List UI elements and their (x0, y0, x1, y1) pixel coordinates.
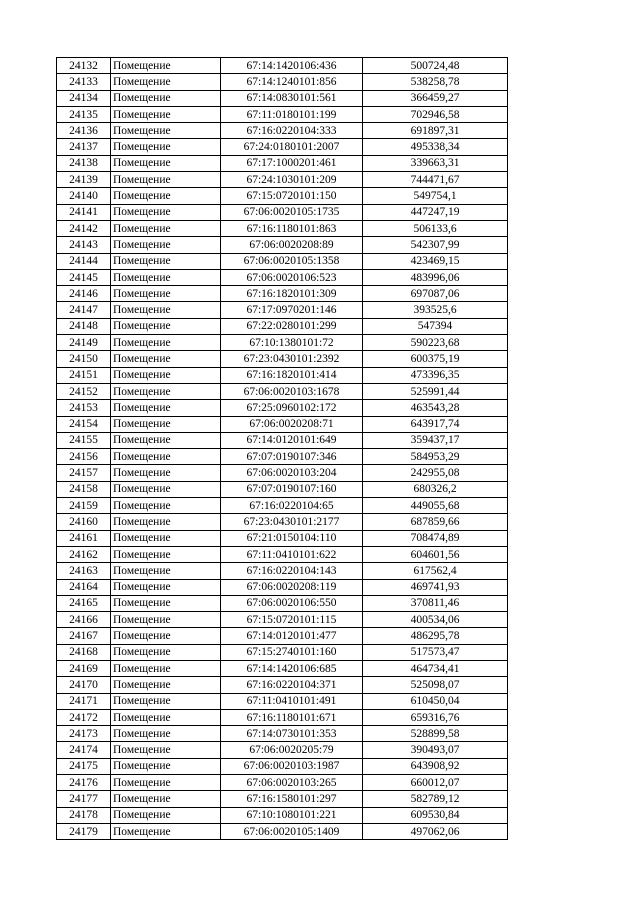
object-type-cell: Помещение (111, 449, 221, 465)
cadastral-value-cell: 547394 (363, 318, 508, 334)
cadastral-value-cell: 660012,07 (363, 775, 508, 791)
table-row (57, 106, 508, 122)
cadastral-number-cell: 67:16:1820101:309 (221, 286, 363, 302)
object-type-cell: Помещение (111, 139, 221, 155)
cadastral-value-cell: 697087,06 (363, 286, 508, 302)
row-number-cell: 24173 (57, 726, 111, 742)
table-row (57, 318, 508, 334)
cadastral-number-cell: 67:15:0720101:115 (221, 612, 363, 628)
object-type-cell: Помещение (111, 237, 221, 253)
object-type-cell: Помещение (111, 400, 221, 416)
table-row (57, 367, 508, 383)
object-type-cell: Помещение (111, 612, 221, 628)
row-number-cell: 24155 (57, 432, 111, 448)
row-number-cell: 24140 (57, 188, 111, 204)
cadastral-value-cell: 449055,68 (363, 498, 508, 514)
cadastral-number-cell: 67:16:0220104:65 (221, 498, 363, 514)
cadastral-value-cell: 744471,67 (363, 172, 508, 188)
row-number-cell: 24154 (57, 416, 111, 432)
object-type-cell: Помещение (111, 253, 221, 269)
object-type-cell: Помещение (111, 498, 221, 514)
cadastral-number-cell: 67:11:0410101:622 (221, 546, 363, 562)
cadastral-number-cell: 67:14:0120101:649 (221, 432, 363, 448)
cadastral-number-cell: 67:14:1420106:436 (221, 58, 363, 74)
row-number-cell: 24132 (57, 58, 111, 74)
cadastral-value-cell: 400534,06 (363, 612, 508, 628)
cadastral-number-cell: 67:11:0410101:491 (221, 693, 363, 709)
object-type-cell: Помещение (111, 775, 221, 791)
row-number-cell: 24150 (57, 351, 111, 367)
row-number-cell: 24176 (57, 775, 111, 791)
cadastral-number-cell: 67:23:0430101:2177 (221, 514, 363, 530)
row-number-cell: 24146 (57, 286, 111, 302)
table-row (57, 220, 508, 236)
table-row (57, 449, 508, 465)
object-type-cell: Помещение (111, 123, 221, 139)
cadastral-number-cell: 67:07:0190107:160 (221, 481, 363, 497)
row-number-cell: 24166 (57, 612, 111, 628)
object-type-cell: Помещение (111, 709, 221, 725)
row-number-cell: 24163 (57, 563, 111, 579)
table-row (57, 498, 508, 514)
cadastral-value-cell: 617562,4 (363, 563, 508, 579)
table-row (57, 758, 508, 774)
row-number-cell: 24174 (57, 742, 111, 758)
row-number-cell: 24170 (57, 677, 111, 693)
cadastral-number-cell: 67:23:0430101:2392 (221, 351, 363, 367)
cadastral-number-cell: 67:16:1180101:671 (221, 709, 363, 725)
cadastral-number-cell: 67:06:0020105:1358 (221, 253, 363, 269)
row-number-cell: 24168 (57, 644, 111, 660)
object-type-cell: Помещение (111, 155, 221, 171)
row-number-cell: 24149 (57, 335, 111, 351)
cadastral-value-cell: 500724,48 (363, 58, 508, 74)
cadastral-value-cell: 464734,41 (363, 660, 508, 676)
table-row (57, 253, 508, 269)
cadastral-number-cell: 67:17:0970201:146 (221, 302, 363, 318)
object-type-cell: Помещение (111, 807, 221, 823)
cadastral-number-cell: 67:07:0190107:346 (221, 449, 363, 465)
row-number-cell: 24151 (57, 367, 111, 383)
table-row (57, 709, 508, 725)
table-row (57, 58, 508, 74)
cadastral-value-cell: 582789,12 (363, 791, 508, 807)
cadastral-number-cell: 67:14:0830101:561 (221, 90, 363, 106)
cadastral-value-cell: 497062,06 (363, 823, 508, 839)
cadastral-number-cell: 67:06:0020105:1735 (221, 204, 363, 220)
row-number-cell: 24145 (57, 269, 111, 285)
cadastral-value-cell: 600375,19 (363, 351, 508, 367)
cadastral-number-cell: 67:06:0020106:550 (221, 595, 363, 611)
row-number-cell: 24142 (57, 220, 111, 236)
object-type-cell: Помещение (111, 286, 221, 302)
cadastral-value-cell: 473396,35 (363, 367, 508, 383)
table-row (57, 775, 508, 791)
cadastral-value-cell: 506133,6 (363, 220, 508, 236)
cadastral-number-cell: 67:16:1180101:863 (221, 220, 363, 236)
object-type-cell: Помещение (111, 188, 221, 204)
table-row (57, 579, 508, 595)
object-type-cell: Помещение (111, 204, 221, 220)
cadastral-value-cell: 542307,99 (363, 237, 508, 253)
row-number-cell: 24172 (57, 709, 111, 725)
row-number-cell: 24161 (57, 530, 111, 546)
cadastral-value-cell: 370811,46 (363, 595, 508, 611)
cadastral-number-cell: 67:16:0220104:333 (221, 123, 363, 139)
object-type-cell: Помещение (111, 693, 221, 709)
table-row (57, 726, 508, 742)
cadastral-number-cell: 67:21:0150104:110 (221, 530, 363, 546)
object-type-cell: Помещение (111, 335, 221, 351)
row-number-cell: 24148 (57, 318, 111, 334)
object-type-cell: Помещение (111, 628, 221, 644)
cadastral-value-cell: 525991,44 (363, 383, 508, 399)
cadastral-value-cell: 423469,15 (363, 253, 508, 269)
object-type-cell: Помещение (111, 758, 221, 774)
cadastral-value-cell: 659316,76 (363, 709, 508, 725)
row-number-cell: 24147 (57, 302, 111, 318)
table-row (57, 514, 508, 530)
row-number-cell: 24175 (57, 758, 111, 774)
row-number-cell: 24152 (57, 383, 111, 399)
cadastral-value-cell: 584953,29 (363, 449, 508, 465)
row-number-cell: 24144 (57, 253, 111, 269)
cadastral-value-cell: 366459,27 (363, 90, 508, 106)
object-type-cell: Помещение (111, 660, 221, 676)
object-type-cell: Помещение (111, 595, 221, 611)
table-row (57, 400, 508, 416)
row-number-cell: 24179 (57, 823, 111, 839)
table-row (57, 465, 508, 481)
table-row (57, 90, 508, 106)
property-table-body (57, 58, 508, 840)
cadastral-value-cell: 702946,58 (363, 106, 508, 122)
row-number-cell: 24153 (57, 400, 111, 416)
object-type-cell: Помещение (111, 563, 221, 579)
cadastral-value-cell: 359437,17 (363, 432, 508, 448)
table-row (57, 563, 508, 579)
table-row (57, 286, 508, 302)
cadastral-value-cell: 643908,92 (363, 758, 508, 774)
object-type-cell: Помещение (111, 416, 221, 432)
object-type-cell: Помещение (111, 481, 221, 497)
cadastral-value-cell: 469741,93 (363, 579, 508, 595)
cadastral-value-cell: 604601,56 (363, 546, 508, 562)
object-type-cell: Помещение (111, 465, 221, 481)
cadastral-number-cell: 67:15:0720101:150 (221, 188, 363, 204)
object-type-cell: Помещение (111, 644, 221, 660)
object-type-cell: Помещение (111, 74, 221, 90)
cadastral-number-cell: 67:10:1080101:221 (221, 807, 363, 823)
object-type-cell: Помещение (111, 351, 221, 367)
object-type-cell: Помещение (111, 791, 221, 807)
object-type-cell: Помещение (111, 302, 221, 318)
object-type-cell: Помещение (111, 726, 221, 742)
table-row (57, 302, 508, 318)
property-table (56, 57, 508, 840)
table-row (57, 546, 508, 562)
cadastral-number-cell: 67:11:0180101:199 (221, 106, 363, 122)
object-type-cell: Помещение (111, 58, 221, 74)
object-type-cell: Помещение (111, 823, 221, 839)
cadastral-number-cell: 67:15:2740101:160 (221, 644, 363, 660)
cadastral-number-cell: 67:06:0020103:204 (221, 465, 363, 481)
row-number-cell: 24160 (57, 514, 111, 530)
row-number-cell: 24156 (57, 449, 111, 465)
cadastral-number-cell: 67:14:0120101:477 (221, 628, 363, 644)
cadastral-value-cell: 486295,78 (363, 628, 508, 644)
cadastral-value-cell: 590223,68 (363, 335, 508, 351)
table-row (57, 595, 508, 611)
cadastral-value-cell: 339663,31 (363, 155, 508, 171)
table-row (57, 693, 508, 709)
table-row (57, 530, 508, 546)
cadastral-value-cell: 483996,06 (363, 269, 508, 285)
table-row (57, 612, 508, 628)
row-number-cell: 24134 (57, 90, 111, 106)
row-number-cell: 24165 (57, 595, 111, 611)
cadastral-value-cell: 495338,34 (363, 139, 508, 155)
object-type-cell: Помещение (111, 318, 221, 334)
object-type-cell: Помещение (111, 106, 221, 122)
table-row (57, 660, 508, 676)
cadastral-value-cell: 691897,31 (363, 123, 508, 139)
object-type-cell: Помещение (111, 742, 221, 758)
cadastral-number-cell: 67:16:1580101:297 (221, 791, 363, 807)
table-row (57, 628, 508, 644)
row-number-cell: 24157 (57, 465, 111, 481)
row-number-cell: 24133 (57, 74, 111, 90)
row-number-cell: 24136 (57, 123, 111, 139)
table-row (57, 823, 508, 839)
cadastral-number-cell: 67:16:0220104:143 (221, 563, 363, 579)
row-number-cell: 24177 (57, 791, 111, 807)
cadastral-number-cell: 67:14:1240101:856 (221, 74, 363, 90)
row-number-cell: 24169 (57, 660, 111, 676)
table-row (57, 74, 508, 90)
cadastral-number-cell: 67:22:0280101:299 (221, 318, 363, 334)
cadastral-value-cell: 609530,84 (363, 807, 508, 823)
object-type-cell: Помещение (111, 383, 221, 399)
row-number-cell: 24141 (57, 204, 111, 220)
row-number-cell: 24162 (57, 546, 111, 562)
cadastral-value-cell: 447247,19 (363, 204, 508, 220)
table-row (57, 416, 508, 432)
cadastral-value-cell: 242955,08 (363, 465, 508, 481)
row-number-cell: 24164 (57, 579, 111, 595)
table-row (57, 383, 508, 399)
table-row (57, 807, 508, 823)
cadastral-value-cell: 610450,04 (363, 693, 508, 709)
object-type-cell: Помещение (111, 546, 221, 562)
cadastral-number-cell: 67:16:0220104:371 (221, 677, 363, 693)
table-row (57, 204, 508, 220)
table-row (57, 742, 508, 758)
object-type-cell: Помещение (111, 90, 221, 106)
cadastral-number-cell: 67:06:0020205:79 (221, 742, 363, 758)
table-row (57, 481, 508, 497)
cadastral-value-cell: 687859,66 (363, 514, 508, 530)
object-type-cell: Помещение (111, 220, 221, 236)
row-number-cell: 24139 (57, 172, 111, 188)
row-number-cell: 24171 (57, 693, 111, 709)
cadastral-number-cell: 67:10:1380101:72 (221, 335, 363, 351)
cadastral-number-cell: 67:17:1000201:461 (221, 155, 363, 171)
table-row (57, 155, 508, 171)
object-type-cell: Помещение (111, 172, 221, 188)
row-number-cell: 24143 (57, 237, 111, 253)
cadastral-number-cell: 67:06:0020103:265 (221, 775, 363, 791)
cadastral-number-cell: 67:06:0020208:71 (221, 416, 363, 432)
cadastral-value-cell: 390493,07 (363, 742, 508, 758)
object-type-cell: Помещение (111, 269, 221, 285)
table-row (57, 139, 508, 155)
table-row (57, 188, 508, 204)
cadastral-value-cell: 393525,6 (363, 302, 508, 318)
cadastral-value-cell: 517573,47 (363, 644, 508, 660)
object-type-cell: Помещение (111, 530, 221, 546)
cadastral-number-cell: 67:06:0020208:89 (221, 237, 363, 253)
row-number-cell: 24135 (57, 106, 111, 122)
cadastral-value-cell: 708474,89 (363, 530, 508, 546)
cadastral-value-cell: 525098,07 (363, 677, 508, 693)
cadastral-number-cell: 67:14:1420106:685 (221, 660, 363, 676)
cadastral-number-cell: 67:06:0020105:1409 (221, 823, 363, 839)
row-number-cell: 24167 (57, 628, 111, 644)
cadastral-number-cell: 67:06:0020208:119 (221, 579, 363, 595)
table-row (57, 351, 508, 367)
table-row (57, 335, 508, 351)
cadastral-value-cell: 680326,2 (363, 481, 508, 497)
cadastral-number-cell: 67:25:0960102:172 (221, 400, 363, 416)
cadastral-number-cell: 67:24:1030101:209 (221, 172, 363, 188)
cadastral-value-cell: 643917,74 (363, 416, 508, 432)
cadastral-number-cell: 67:24:0180101:2007 (221, 139, 363, 155)
table-row (57, 237, 508, 253)
object-type-cell: Помещение (111, 579, 221, 595)
cadastral-value-cell: 528899,58 (363, 726, 508, 742)
cadastral-value-cell: 549754,1 (363, 188, 508, 204)
object-type-cell: Помещение (111, 514, 221, 530)
object-type-cell: Помещение (111, 432, 221, 448)
table-row (57, 791, 508, 807)
row-number-cell: 24159 (57, 498, 111, 514)
cadastral-number-cell: 67:14:0730101:353 (221, 726, 363, 742)
table-row (57, 644, 508, 660)
row-number-cell: 24138 (57, 155, 111, 171)
object-type-cell: Помещение (111, 367, 221, 383)
table-row (57, 172, 508, 188)
cadastral-number-cell: 67:06:0020106:523 (221, 269, 363, 285)
table-row (57, 432, 508, 448)
object-type-cell: Помещение (111, 677, 221, 693)
row-number-cell: 24178 (57, 807, 111, 823)
cadastral-number-cell: 67:06:0020103:1678 (221, 383, 363, 399)
cadastral-value-cell: 463543,28 (363, 400, 508, 416)
cadastral-number-cell: 67:16:1820101:414 (221, 367, 363, 383)
table-row (57, 677, 508, 693)
cadastral-number-cell: 67:06:0020103:1987 (221, 758, 363, 774)
row-number-cell: 24158 (57, 481, 111, 497)
row-number-cell: 24137 (57, 139, 111, 155)
cadastral-value-cell: 538258,78 (363, 74, 508, 90)
table-row (57, 269, 508, 285)
table-row (57, 123, 508, 139)
